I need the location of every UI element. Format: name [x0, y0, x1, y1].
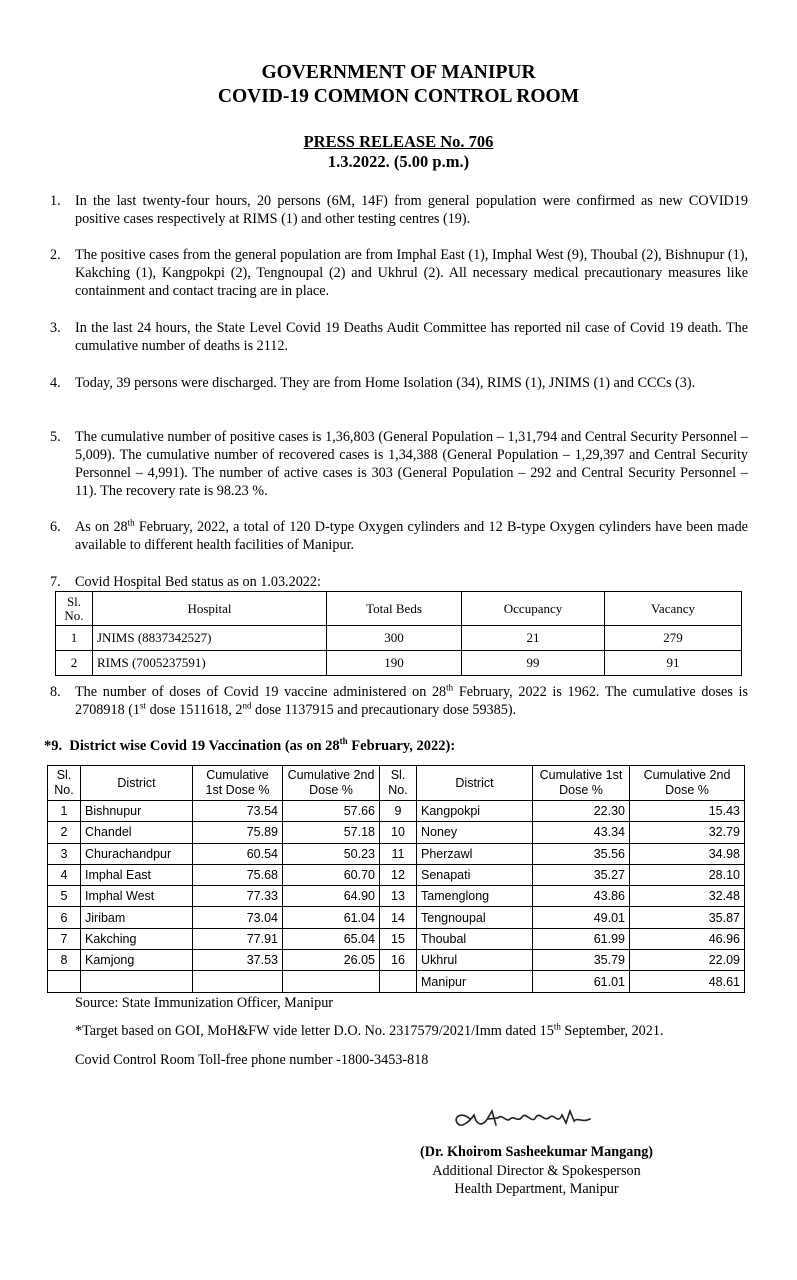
table-cell: Tengnoupal — [417, 907, 533, 928]
press-release-date: 1.3.2022. (5.00 p.m.) — [327, 152, 470, 171]
table-row — [48, 843, 745, 864]
table-cell — [48, 971, 81, 992]
table-row: 2 RIMS (7005237591) 190 99 91 — [56, 651, 742, 676]
vaccination-table — [47, 765, 745, 993]
item-number: 4. — [50, 375, 61, 391]
hospital-bed-table — [55, 591, 742, 676]
header-vacancy: Vacancy — [605, 592, 742, 626]
table-cell: Bishnupur — [81, 801, 193, 822]
table-cell: 64.90 — [283, 886, 380, 907]
item-text: The number of doses of Covid 19 vaccine administered on 28th February, 2022 is 1962. The cumulative doses is 2708918 (1st dose 1511618, 2nd dose 1137915 and precautionary dose 59385). — [75, 682, 748, 718]
table-cell: 61.04 — [283, 907, 380, 928]
header-1st-dose: Cumulative 1st Dose % — [193, 766, 283, 801]
item-number: 6. — [50, 519, 61, 535]
table-cell: 1 — [48, 801, 81, 822]
table-cell: Senapati — [417, 864, 533, 885]
table-cell: 22.09 — [630, 950, 745, 971]
table-cell: 37.53 — [193, 950, 283, 971]
item-text: As on 28th February, 2022, a total of 120 D-type Oxygen cylinders and 12 B-type Oxygen cylinders have been made available to different health facilities of Manipur. — [75, 517, 748, 553]
item-text: In the last 24 hours, the State Level Covid 19 Deaths Audit Committee has reported nil case of Covid 19 death. The cumulative number of deaths is 2112. — [75, 320, 748, 354]
item-number: 8. — [50, 684, 61, 700]
table-cell: 8 — [48, 950, 81, 971]
table-cell: 35.79 — [533, 950, 630, 971]
table-cell: Imphal East — [81, 864, 193, 885]
table-cell: 22.30 — [533, 801, 630, 822]
header-total-beds: Total Beds — [327, 592, 462, 626]
table-cell: Kangpokpi — [417, 801, 533, 822]
table-cell: 28.10 — [630, 864, 745, 885]
table-cell: 15 — [380, 928, 417, 949]
header-government: GOVERNMENT OF MANIPUR — [261, 62, 536, 83]
header-sl-no: Sl. No. — [56, 592, 93, 626]
table-cell: 12 — [380, 864, 417, 885]
table-cell: Manipur — [417, 971, 533, 992]
table-row: 1 JNIMS (8837342527) 300 21 279 — [56, 626, 742, 651]
table-cell: Noney — [417, 822, 533, 843]
table-row — [48, 928, 745, 949]
item-text: Today, 39 persons were discharged. They are from Home Isolation (34), RIMS (1), JNIMS (1) and CCCs (3). — [75, 375, 696, 391]
table-cell: 73.04 — [193, 907, 283, 928]
table-cell: 2 — [48, 822, 81, 843]
table-cell: 43.34 — [533, 822, 630, 843]
table-cell: 5 — [48, 886, 81, 907]
table-cell: 48.61 — [630, 971, 745, 992]
item-4 — [50, 374, 748, 392]
table-cell: Imphal West — [81, 886, 193, 907]
table-row — [48, 822, 745, 843]
table-cell: 26.05 — [283, 950, 380, 971]
table-cell: Kamjong — [81, 950, 193, 971]
table-cell: 13 — [380, 886, 417, 907]
header-sl-no: Sl. No. — [48, 766, 81, 801]
table-cell — [380, 971, 417, 992]
header-sl-no: Sl. No. — [380, 766, 417, 801]
item-number: 5. — [50, 429, 61, 445]
table-row — [48, 801, 745, 822]
table-cell: 60.70 — [283, 864, 380, 885]
table-cell: 3 — [48, 843, 81, 864]
table-cell: 61.01 — [533, 971, 630, 992]
table-cell: 35.27 — [533, 864, 630, 885]
table-cell: 32.79 — [630, 822, 745, 843]
header-2nd-dose: Cumulative 2nd Dose % — [630, 766, 745, 801]
item-2 — [50, 246, 748, 300]
table-cell: 75.68 — [193, 864, 283, 885]
signatory-name: (Dr. Khoirom Sasheekumar Mangang) — [419, 1144, 654, 1160]
item-number: 1. — [50, 193, 61, 209]
header-hospital: Hospital — [93, 592, 327, 626]
table-cell: 16 — [380, 950, 417, 971]
target-note: *Target based on GOI, MoH&FW vide letter D.O. No. 2317579/2021/Imm dated 15th September, 2021. — [75, 1021, 664, 1039]
header-1st-dose: Cumulative 1st Dose % — [533, 766, 630, 801]
table-cell: 73.54 — [193, 801, 283, 822]
table-cell: Chandel — [81, 822, 193, 843]
table-cell: Tamenglong — [417, 886, 533, 907]
table-cell: 57.18 — [283, 822, 380, 843]
table-cell: Pherzawl — [417, 843, 533, 864]
table-cell: 35.87 — [630, 907, 745, 928]
item-5 — [50, 428, 748, 500]
table-cell: Thoubal — [417, 928, 533, 949]
table-cell: Ukhrul — [417, 950, 533, 971]
vaccination-section-title: *9. District wise Covid 19 Vaccination (as on 28th February, 2022): — [44, 736, 456, 754]
table-cell: 7 — [48, 928, 81, 949]
header-control-room: COVID-19 COMMON CONTROL ROOM — [217, 86, 580, 107]
press-release-number: PRESS RELEASE No. 706 — [303, 132, 494, 151]
table-cell: 11 — [380, 843, 417, 864]
item-text: The cumulative number of positive cases is 1,36,803 (General Population – 1,31,794 and Central Security Personnel – 5,009). The cumulative number of recovered cases is 1,34,388 (General Population – 1,29,397 and Central Security Personnel – 4,991). The number of active cases is 303 (General Population – 292 and Central Security Personnel – 11). The recovery rate is 98.23 %. — [75, 429, 748, 499]
table-header-row — [48, 766, 745, 801]
header-occupancy: Occupancy — [462, 592, 605, 626]
item-number: 2. — [50, 247, 61, 263]
table-cell: 65.04 — [283, 928, 380, 949]
item-6 — [50, 518, 748, 554]
signatory-designation: Additional Director & Spokesperson — [432, 1163, 641, 1179]
source-note: Source: State Immunization Officer, Manipur — [75, 995, 334, 1011]
table-cell: 43.86 — [533, 886, 630, 907]
table-cell: 49.01 — [533, 907, 630, 928]
table-row — [48, 950, 745, 971]
table-cell: Kakching — [81, 928, 193, 949]
table-cell: 14 — [380, 907, 417, 928]
signature — [440, 1097, 640, 1137]
table-cell: 10 — [380, 822, 417, 843]
item-text: The positive cases from the general population are from Imphal East (1), Imphal West (9), Thoubal (2), Bishnupur (1), Kakching (1), Kangpokpi (2), Tengnoupal (2) and Ukhrul (2). All necessary medical precautionary measures like containment and contact tracing are in place. — [75, 247, 748, 299]
item-8 — [50, 683, 748, 719]
table-header-row — [56, 592, 742, 626]
table-cell: Churachandpur — [81, 843, 193, 864]
table-cell: 61.99 — [533, 928, 630, 949]
table-cell: 75.89 — [193, 822, 283, 843]
table-cell: 34.98 — [630, 843, 745, 864]
item-number: 7. — [50, 574, 61, 590]
item-3 — [50, 319, 748, 355]
table-cell: 77.33 — [193, 886, 283, 907]
table-cell — [193, 971, 283, 992]
table-cell: 15.43 — [630, 801, 745, 822]
table-cell: 6 — [48, 907, 81, 928]
item-text: In the last twenty-four hours, 20 persons (6M, 14F) from general population were confirmed as new COVID19 positive cases respectively at RIMS (1) and other testing centres (19). — [75, 193, 748, 227]
table-cell: 57.66 — [283, 801, 380, 822]
table-cell: 4 — [48, 864, 81, 885]
table-row — [48, 864, 745, 885]
item-1 — [50, 192, 748, 228]
header-district: District — [81, 766, 193, 801]
table-cell — [283, 971, 380, 992]
table-row — [48, 971, 745, 992]
table-cell: 46.96 — [630, 928, 745, 949]
item-7 — [50, 573, 748, 591]
table-cell: 60.54 — [193, 843, 283, 864]
header-2nd-dose: Cumulative 2nd Dose % — [283, 766, 380, 801]
item-number: 3. — [50, 320, 61, 336]
header-district: District — [417, 766, 533, 801]
table-cell: 35.56 — [533, 843, 630, 864]
table-row — [48, 907, 745, 928]
table-cell: 9 — [380, 801, 417, 822]
toll-free-note: Covid Control Room Toll-free phone number -1800-3453-818 — [75, 1052, 429, 1068]
signatory-department: Health Department, Manipur — [454, 1181, 619, 1197]
table-cell: 32.48 — [630, 886, 745, 907]
table-cell — [81, 971, 193, 992]
table-cell: 50.23 — [283, 843, 380, 864]
item-text: Covid Hospital Bed status as on 1.03.2022: — [75, 574, 321, 590]
table-cell: Jiribam — [81, 907, 193, 928]
table-cell: 77.91 — [193, 928, 283, 949]
table-row — [48, 886, 745, 907]
